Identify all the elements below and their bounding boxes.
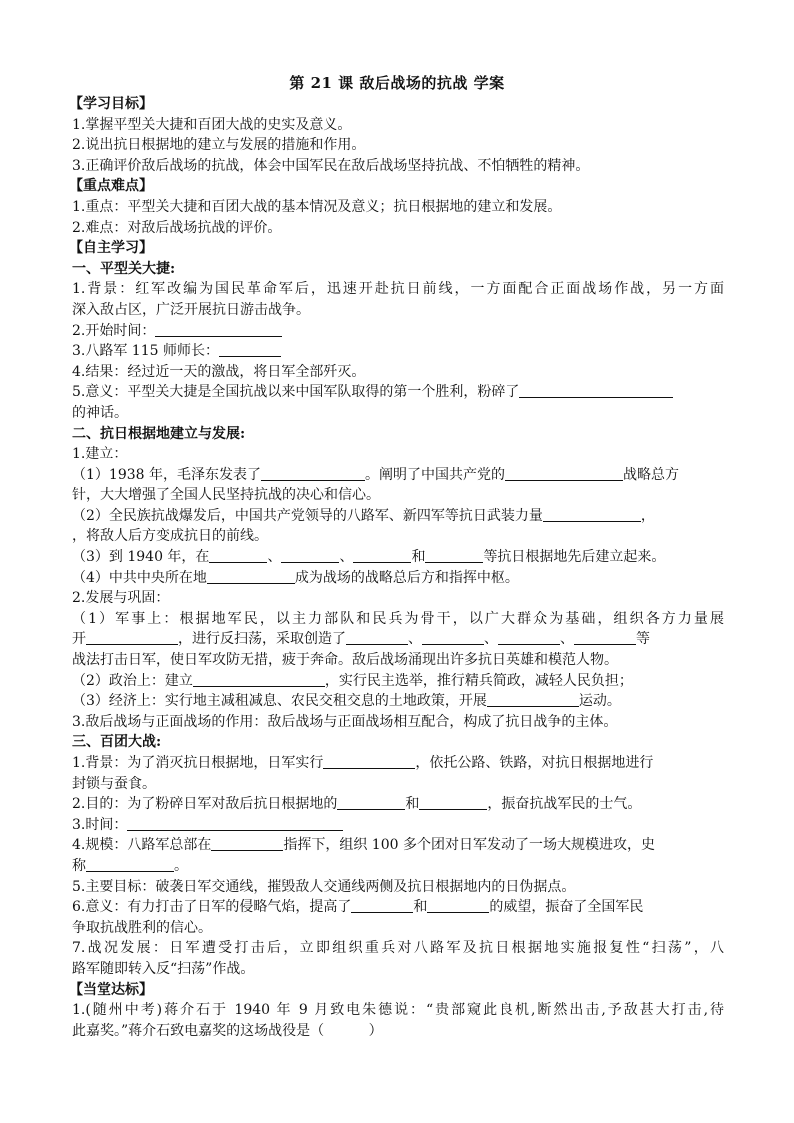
- s1-meaning-text: 5.意义：平型关大捷是全国抗战以来中国军队取得的第一个胜利，粉碎了: [72, 384, 520, 401]
- s2-b3-text-b: 等抗日根据地先后建立起来。: [483, 549, 666, 566]
- s3-aim: [72, 794, 724, 815]
- fill-blank[interactable]: [425, 548, 483, 563]
- fill-blank[interactable]: [337, 795, 405, 810]
- s3-scale-text-a: 4.规模：八路军总部在: [72, 837, 212, 854]
- s2-d1-sep: 、: [484, 631, 498, 648]
- fill-blank[interactable]: [323, 754, 415, 769]
- s2-d2-text-a: （2）政治上：建立: [72, 672, 193, 689]
- s2-b3-sep: 、: [339, 549, 354, 566]
- fill-blank[interactable]: [86, 630, 178, 645]
- practice-q1-line2: 此嘉奖。”蒋介石致电嘉奖的这场战役是（ ）: [72, 1022, 383, 1039]
- s2-build-label: 1.建立：: [72, 446, 128, 463]
- s3-bg-text-a: 1.背景：为了消灭抗日根据地，日军实行: [72, 755, 324, 771]
- fill-blank[interactable]: [209, 548, 267, 563]
- fill-blank[interactable]: [346, 630, 408, 645]
- s2-b2-text-a: （2）全民族抗战爆发后，中国共产党领导的八路军、新四军等抗日武装力量: [72, 507, 543, 524]
- s1-start-time: [72, 321, 724, 342]
- s2-build-4: [72, 568, 724, 589]
- objective-item: 2.说出抗日根据地的建立与发展的措施和作用。: [72, 137, 366, 154]
- s3-scale-line2: [72, 856, 724, 877]
- s3-sig-and: 和: [413, 899, 428, 916]
- s1-result: 4.结果：经过近一天的激战，将日军全部歼灭。: [72, 363, 366, 380]
- fill-blank[interactable]: [86, 857, 174, 872]
- s3-bg-text-b: ，依托公路、铁路，对抗日根据地进行: [415, 755, 654, 771]
- s2-dev-label: 2.发展与巩固：: [72, 590, 170, 607]
- practice-heading: 【当堂达标】: [69, 981, 153, 998]
- s3-aim-text-a: 2.目的：为了粉碎日军对敌后抗日根据地的: [72, 796, 338, 813]
- s2-b1-text-a: （1）1938 年，毛泽东发表了: [72, 466, 261, 483]
- s1-commander-label: 3.八路军 115 师师长：: [72, 343, 219, 360]
- fill-blank[interactable]: [422, 630, 484, 645]
- keypoints-heading: 【重点难点】: [69, 178, 153, 195]
- s1-background-line2: 深入敌占区，广泛开展抗日游击战争。: [72, 301, 310, 318]
- s2-build-1-line1: [72, 465, 724, 486]
- s2-d3-text-a: （3）经济上：实行地主减租减息、农民交租交息的土地政策，开展: [72, 693, 487, 710]
- s3-time-label: 3.时间：: [72, 816, 128, 833]
- s2-dev-1-line2: [72, 629, 724, 650]
- s2-b1-text-b: 。阐明了中国共产党的: [365, 466, 505, 483]
- s3-background-line2: 封锁与蚕食。: [72, 775, 156, 792]
- s3-scale-text-b: 指挥下，组织 100 多个团对日军发动了一场大规模进攻，史: [283, 837, 655, 854]
- keypoint-item: 2.难点：对敌后战场抗战的评价。: [72, 219, 282, 236]
- s2-dev-1-line3: 战法打击日军，使日军攻防无措，疲于奔命。敌后战场涌现出许多抗日英雄和模范人物。: [72, 652, 618, 669]
- fill-blank[interactable]: [543, 507, 641, 522]
- s2-d2-text-b: ，实行民主选举，推行精兵简政，减轻人民负担；: [324, 672, 633, 689]
- fill-blank[interactable]: [127, 816, 343, 831]
- fill-blank[interactable]: [207, 569, 295, 584]
- s3-sig-text-a: 6.意义：有力打击了日军的侵略气焰，提高了: [72, 899, 352, 916]
- s2-b2-text-b: ，: [640, 507, 655, 524]
- fill-blank[interactable]: [487, 692, 579, 707]
- objective-item: 1.掌握平型关大捷和百团大战的史实及意义。: [72, 116, 352, 133]
- section-3-heading: 三、百团大战:: [72, 734, 162, 751]
- practice-q1-line1: 1.(随州中考)蒋介石于 1940 年 9 月致电朱德说：“贵部窥此良机,断然出击,予敌甚大打击,待: [72, 1002, 724, 1019]
- page-title: 第 21 课 敌后战场的抗战 学案: [289, 74, 505, 92]
- fill-blank[interactable]: [419, 795, 487, 810]
- keypoint-item: 1.重点：平型关大捷和百团大战的基本情况及意义；抗日根据地的建立和发展。: [72, 198, 562, 215]
- s2-b4-text-b: 成为战场的战略总后方和指挥中枢。: [294, 569, 519, 586]
- s2-build-1-line2: 针，大大增强了全国人民坚持抗战的决心和信心。: [72, 487, 380, 504]
- section-2-heading: 二、抗日根据地建立与发展:: [72, 425, 246, 442]
- s1-background-line1: 1.背景：红军改编为国民革命军后，迅速开赴抗日前线，一方面配合正面战场作战，另一方面: [72, 281, 724, 298]
- s3-scale-text-d: 。: [174, 857, 188, 874]
- fill-blank[interactable]: [505, 466, 623, 481]
- s2-d1-sep: 、: [408, 631, 422, 648]
- fill-blank[interactable]: [281, 548, 339, 563]
- s1-meaning-line1: [72, 382, 724, 403]
- s1-commander: [72, 341, 724, 362]
- s3-development-line1: 7.战况发展：日军遭受打击后，立即组织重兵对八路军及抗日根据地实施报复性“扫荡”，八: [72, 940, 724, 957]
- s3-aim-text-b: ，振奋抗战军民的士气。: [487, 796, 642, 813]
- fill-blank[interactable]: [351, 898, 413, 913]
- s3-background-line1: [72, 753, 724, 774]
- s1-meaning-line2: 的神话。: [72, 404, 128, 421]
- s2-b3-sep: 、: [267, 549, 282, 566]
- s1-start-time-label: 2.开始时间：: [72, 322, 156, 339]
- fill-blank[interactable]: [261, 466, 365, 481]
- s2-build-2-line1: [72, 506, 724, 527]
- s3-significance-line2: 争取抗战胜利的信心。: [72, 919, 212, 936]
- s3-scale-line1: [72, 835, 724, 856]
- s2-b3-and: 和: [411, 549, 426, 566]
- section-1-heading: 一、平型关大捷:: [72, 260, 176, 277]
- fill-blank[interactable]: [498, 630, 560, 645]
- s3-significance-line1: [72, 897, 724, 918]
- fill-blank[interactable]: [427, 898, 489, 913]
- s2-build-3: [72, 547, 724, 568]
- s2-dev-1-line1: （1）军事上：根据地军民，以主力部队和民兵为骨干，以广大群众为基础，组织各方力量展: [72, 610, 724, 627]
- s2-d1-text-b: 开: [72, 631, 86, 648]
- fill-blank[interactable]: [353, 548, 411, 563]
- s2-role: 3.敌后战场与正面战场的作用：敌后战场与正面战场相互配合，构成了抗日战争的主体。: [72, 713, 618, 730]
- s2-d1-sep: 、: [560, 631, 574, 648]
- s2-d1-text-c: ，进行反扫荡，采取创造了: [178, 631, 346, 648]
- s2-b1-text-c: 战略总方: [623, 466, 679, 483]
- s3-time: [72, 815, 724, 836]
- selfstudy-heading: 【自主学习】: [69, 240, 153, 257]
- s2-d3-text-b: 运动。: [578, 693, 621, 710]
- fill-blank[interactable]: [193, 672, 325, 687]
- s3-target: 5.主要目标：破袭日军交通线，摧毁敌人交通线两侧及抗日根据地内的日伪据点。: [72, 878, 576, 895]
- fill-blank[interactable]: [211, 836, 283, 851]
- fill-blank[interactable]: [574, 630, 636, 645]
- s3-development-line2: 路军随即转入反“扫荡”作战。: [72, 960, 255, 977]
- fill-blank[interactable]: [155, 322, 282, 337]
- s3-scale-text-c: 称: [72, 857, 86, 874]
- s3-aim-and: 和: [405, 796, 420, 813]
- fill-blank[interactable]: [519, 383, 673, 398]
- s2-d1-text-d: 等: [636, 631, 650, 648]
- s2-b4-text-a: （4）中共中央所在地: [72, 569, 207, 586]
- document-body: [69, 94, 724, 1041]
- s2-build-2-line2: ，将敌人后方变成抗日的前线。: [72, 528, 268, 545]
- objectives-heading: 【学习目标】: [69, 96, 153, 112]
- s2-dev-2: [72, 671, 724, 692]
- s2-b3-text-a: （3）到 1940 年，在: [72, 549, 210, 566]
- fill-blank[interactable]: [219, 342, 281, 357]
- objective-item: 3.正确评价敌后战场的抗战，体会中国军民在敌后战场坚持抗战、不怕牺牲的精神。: [72, 157, 590, 174]
- s3-sig-text-b: 的威望，振奋了全国军民: [489, 899, 644, 916]
- s2-dev-3: [72, 691, 724, 712]
